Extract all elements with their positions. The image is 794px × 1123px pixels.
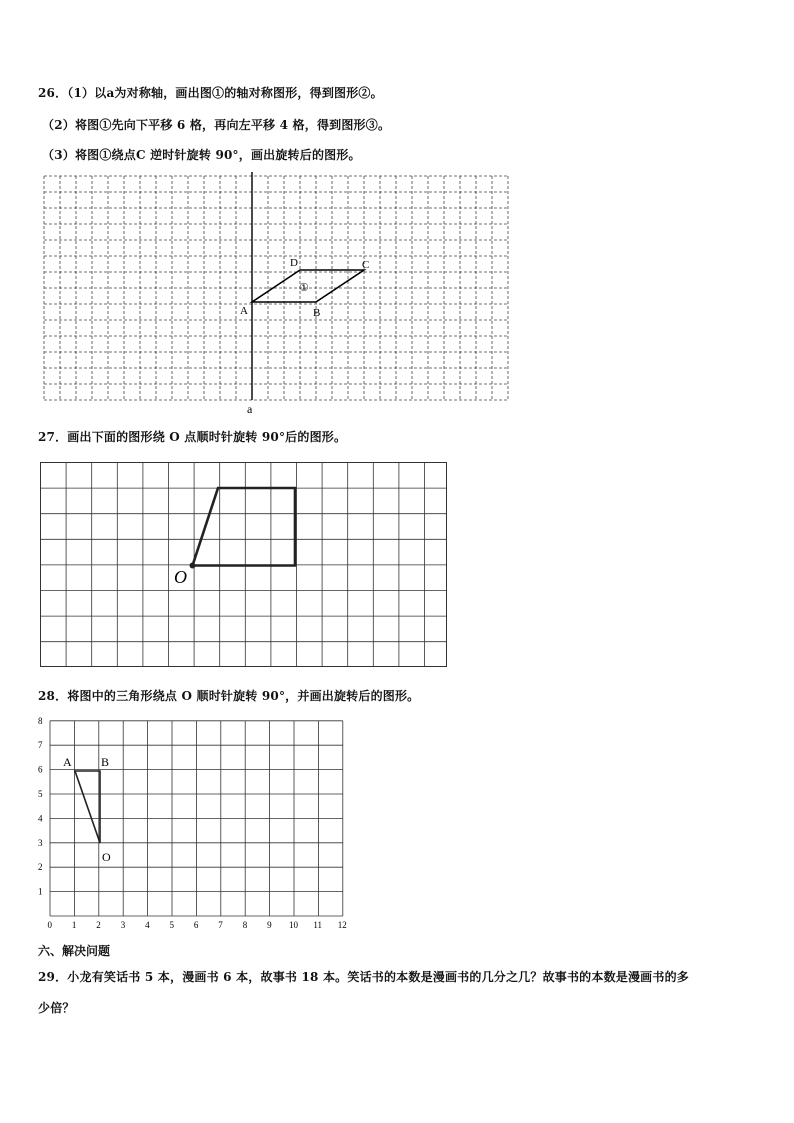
dashed-grid bbox=[44, 176, 508, 400]
y-tick-label: 6 bbox=[38, 764, 43, 775]
q27-figure bbox=[40, 462, 448, 668]
q27-grid-svg bbox=[40, 462, 448, 668]
section-6-title: 六、解决问题 bbox=[38, 944, 111, 958]
y-tick-label: 5 bbox=[38, 789, 43, 799]
point-o-label: O bbox=[174, 567, 187, 587]
point-o-dot bbox=[190, 563, 196, 569]
q26-part3: （3）将图①绕点C 逆时针旋转 90°，画出旋转后的图形。 bbox=[42, 148, 361, 162]
q26-grid-svg bbox=[40, 172, 510, 417]
point-a-label: A bbox=[240, 305, 248, 317]
point-b-label: B bbox=[101, 755, 110, 769]
point-c-label: C bbox=[362, 259, 370, 271]
shape-1-label: ① bbox=[299, 282, 309, 294]
x-tick-label: 7 bbox=[218, 920, 223, 930]
q28-text: 28．将图中的三角形绕点 O 顺时针旋转 90°，并画出旋转后的图形。 bbox=[38, 689, 420, 703]
x-tick-label: 4 bbox=[145, 920, 150, 930]
x-tick-label: 5 bbox=[169, 920, 174, 930]
q26-part1: 26．（1）以a为对称轴，画出图①的轴对称图形，得到图形②。 bbox=[38, 86, 383, 100]
y-tick-label: 7 bbox=[38, 740, 43, 751]
y-axis-ticks bbox=[38, 716, 43, 897]
point-o-label: O bbox=[102, 850, 111, 864]
x-tick-label: 12 bbox=[337, 920, 347, 930]
x-tick-label: 1 bbox=[71, 920, 77, 930]
triangle-abo bbox=[75, 771, 100, 843]
point-d-label: D bbox=[290, 257, 298, 269]
x-tick-label: 11 bbox=[313, 920, 323, 930]
x-tick-label: 3 bbox=[120, 920, 126, 930]
y-tick-label: 8 bbox=[38, 715, 43, 726]
x-tick-label: 0 bbox=[47, 920, 52, 930]
x-axis-ticks bbox=[48, 920, 347, 930]
x-tick-label: 2 bbox=[96, 920, 101, 930]
coordinate-grid bbox=[50, 721, 343, 916]
y-tick-label: 2 bbox=[38, 862, 43, 873]
y-tick-label: 3 bbox=[38, 837, 43, 848]
point-a-label: A bbox=[63, 755, 72, 769]
y-tick-label: 4 bbox=[38, 813, 43, 824]
q29-line1: 29．小龙有笑话书 5 本，漫画书 6 本，故事书 18 本。笑话书的本数是漫画书的几分之几？故事书的本数是漫画书的多 bbox=[38, 970, 689, 984]
q26-part2: （2）将图①先向下平移 6 格，再向左平移 4 格，得到图形③。 bbox=[42, 118, 391, 132]
point-b-label: B bbox=[313, 307, 321, 319]
y-tick-label: 1 bbox=[38, 886, 43, 897]
q26-figure bbox=[40, 172, 510, 417]
q28-grid-svg bbox=[30, 715, 360, 936]
q29-line2: 少倍？ bbox=[38, 1001, 75, 1015]
q27-text: 27．画出下面的图形绕 O 点顺时针旋转 90°后的图形。 bbox=[38, 430, 347, 444]
x-tick-label: 10 bbox=[289, 920, 298, 930]
axis-a-label: a bbox=[247, 402, 253, 416]
x-tick-label: 9 bbox=[267, 920, 272, 930]
x-tick-label: 8 bbox=[242, 920, 248, 930]
q28-figure bbox=[30, 715, 360, 936]
x-tick-label: 6 bbox=[193, 920, 199, 930]
q27-shape bbox=[193, 488, 296, 566]
